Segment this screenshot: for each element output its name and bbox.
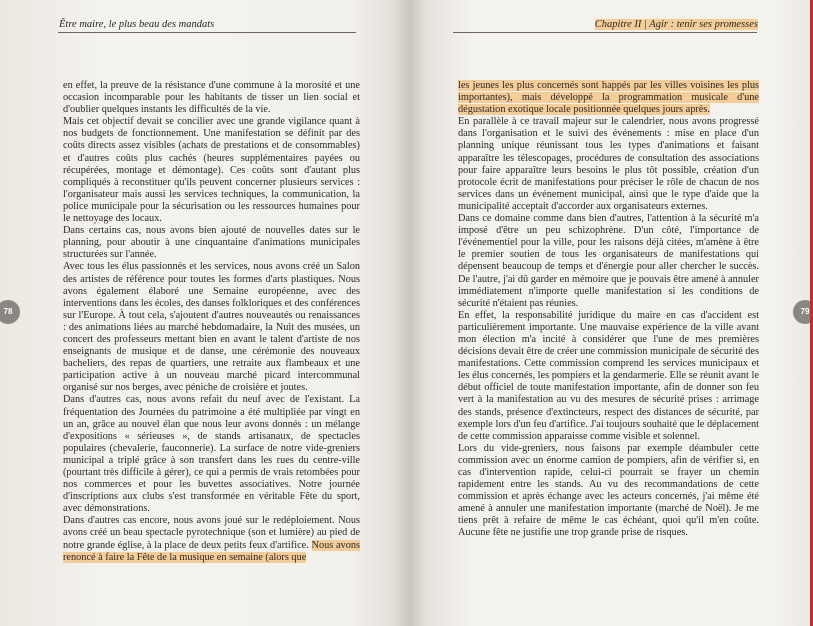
header-rule-left <box>58 32 356 33</box>
page-number-right: 79 <box>793 300 813 324</box>
right-page <box>410 0 813 626</box>
paragraph: Dans ce domaine comme dans bien d'autres, l'attention à la sécurité m'a imposé d'être un peu schizophrène. D'un côté, l'importance de l'événementiel pour la ville, pour les raisons déjà citées, m'amène à être le premier soutien de tous les organisateurs de manifestations qui dépensent beaucoup de temps et d'énergie pour aller chercher le succès. De l'autre, j'ai dû garder en mémoire que je pouvais être amené à annuler immédiatement n'importe quelle manifestation si les conditions de sécurité n'étaient pas réunies. <box>458 213 759 309</box>
right-body-text <box>458 80 759 540</box>
paragraph-first <box>458 80 759 116</box>
running-head-right <box>595 19 758 30</box>
paragraph: En effet, la responsabilité juridique du maire en cas d'accident est particulièrement importante. Une mauvaise expérience de la ville avant mon élection m'a incité à considérer que l'une de mes premières décisions devait être de créer une commission municipale de sécurité des manifestations. Cette commission comprend les services municipaux et les élus concernés, les pompiers et la gendarmerie. Elle se réunit avant le début officiel de toute manifestation importante, afin de donner son feu vert à la manifestation au vu des mesures de sécurité prises : arrimage des stands, présence d'extincteurs, respect des distances de sécurité, par exemple lors d'un feu d'artifice. J'ai toujours souhaité que le déplacement de cette commission apparaisse comme visible et solennel. <box>458 309 759 442</box>
chapter-title-highlight: Chapitre II | Agir : tenir ses promesses <box>594 19 758 30</box>
paragraph: Lors du vide-greniers, nous faisons par exemple déambuler cette commission avec un énorme camion de pompiers, afin de vérifier si, en cas d'intervention rapide, celui-ci pourrait se frayer un chemin rapidement entre les stands. Au vu des recommandations de cette commission et après échange avec les acteurs concernés, j'ai même été amené à annuler une manifestation importante (marché de Noël). Je me tiens prêt à refaire de même le cas échéant, quoi qu'il m'en coûte. Aucune fête ne justifie une trop grande prise de risques. <box>458 442 759 539</box>
header-rule-right <box>453 32 757 33</box>
highlighted-passage: Nous avons renoncé à faire la Fête de la musique en semaine (alors que <box>63 539 361 563</box>
paragraph-last <box>63 515 360 563</box>
paragraph: en effet, la preuve de la résistance d'une commune à la morosité et une occasion incomparable pour les habitants de tisser un lien social et d'oublier quelques instants les difficultés de la vie. <box>63 80 360 116</box>
paragraph: En parallèle à ce travail majeur sur le calendrier, nous avons progressé dans l'organisation et le suivi des événements : mise en place d'un planning unique réunissant tous les types d'animations et faisant apparaître les télescopages, procédures de consultation des associations pour faire apparaître leurs besoins le plus tôt possible, création d'un protocole écrit de manifestations pour préciser le rôle de chacun de nos services dans un événement municipal, ainsi que le type d'aide que la municipalité acceptait d'accorder aux organisateurs externes. <box>458 116 759 212</box>
paragraph: Mais cet objectif devait se concilier avec une grande vigilance quant à nos budgets de fonctionnement. Une manifestation se définit par des coûts directs assez visibles (achats de prestations et de consommables) et d'autres coûts plus cachés (heures supplémentaires payées ou récupérées, montage et démontage). Ces coûts sont d'autant plus compliqués à reconstituer qu'ils peuvent concerner plusieurs services : l'organisateur mais aussi les services techniques, la communication, la police municipale pour la sécurisation ou les ressources humaines pour le nettoyage des locaux. <box>63 116 360 225</box>
page-number-left: 78 <box>0 300 20 324</box>
paragraph: Dans certains cas, nous avons bien ajouté de nouvelles dates sur le planning, pour aboutir à une cinquantaine d'animations municipales structurées sur l'année. <box>63 225 360 261</box>
paragraph: Dans d'autres cas, nous avons refait du neuf avec de l'existant. La fréquentation des Journées du patrimoine a été multipliée par vingt en un an, grâce au nouvel élan que nous leur avons donnés : un mélange d'expositions « sérieuses », de stands artisanaux, de spectacles populaires (chevalerie, fauconnerie). La surface de notre vide-greniers municipal a triplé grâce à son transfert dans les rues du centre-ville (pourtant très difficile à gérer), ce qui a permis de vrais retombées pour nos commerces et pour les buvettes associatives. Notre journée d'inscriptions aux clubs s'est transformée en véritable Fête du sport, avec démonstrations. <box>63 394 360 515</box>
highlighted-passage: les jeunes les plus concernés sont happés par les villes voisines les plus importantes), mais développé la programmation musicale d'une dégustation exotique locale positionnée quelques jours après. <box>458 80 759 116</box>
paragraph-text: Dans d'autres cas encore, nous avons joué sur le redéploiement. Nous avons créé un beau spectacle pyrotechnique (son et lumière) au pied de notre grande église, à la place de deux petits feux d'artifice. <box>63 515 360 551</box>
running-head-left: Être maire, le plus beau des mandats <box>59 19 215 30</box>
paragraph: Avec tous les élus passionnés et les services, nous avons créé un Salon des artistes de référence pour toutes les formes d'arts plastiques. Nous avons également élaboré une Semaine européenne, avec des interventions dans les écoles, des danses folkloriques et des conférences sur l'Europe. À tout cela, s'ajoutent d'autres nouveautés ou renaissances : des animations liées au marché hebdomadaire, la Nuit des musées, un concert des professeurs mettant bien en avant le talent d'artiste de nos enseignants de musique et de danse, une cérémonie des nouveaux bacheliers, des repas de quartiers, une retraite aux flambeaux et une participation active à un nouveau marché picard intercommunal organisé sur nos berges, avec péniche de croisière et joutes. <box>63 261 360 394</box>
left-body-text <box>63 80 360 564</box>
